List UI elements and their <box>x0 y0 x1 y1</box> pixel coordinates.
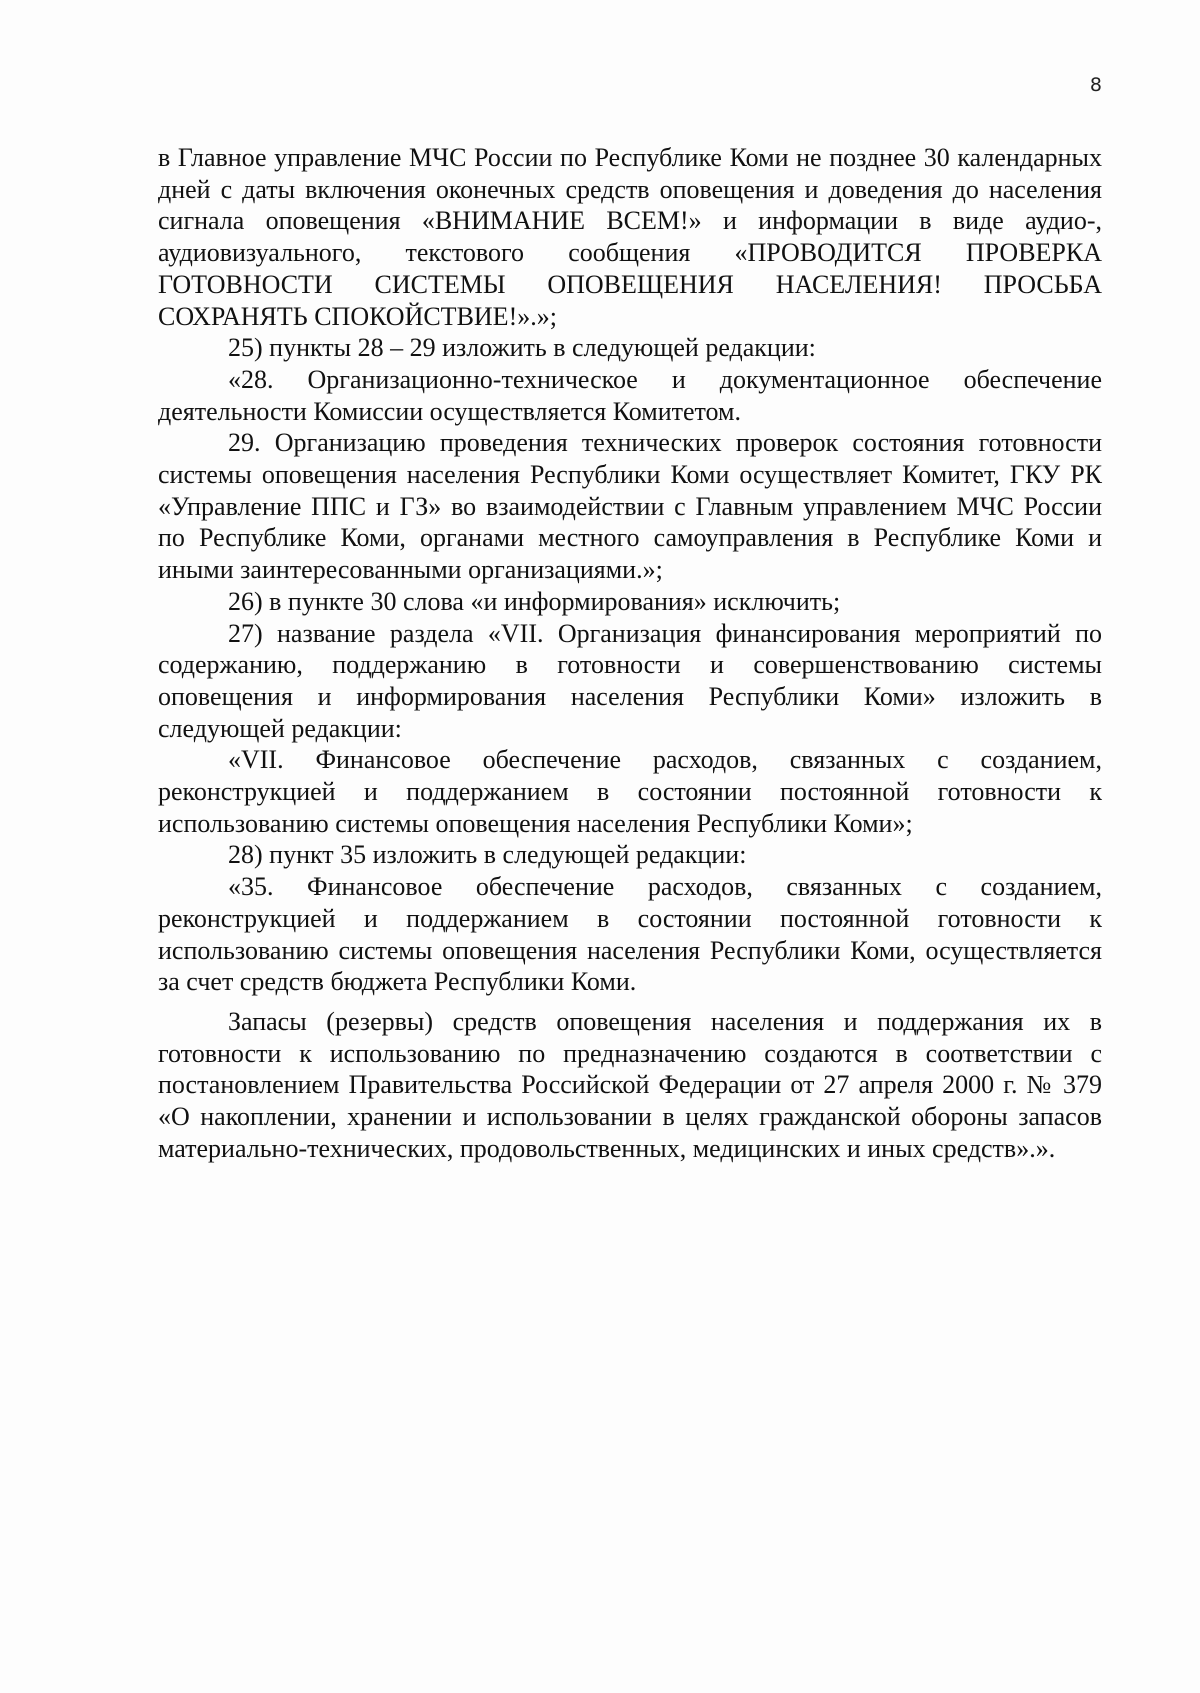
paragraph-continuation: в Главное управление МЧС России по Республике Коми не позднее 30 календарных дней с даты включения оконечных средств оповещения и доведения до населения сигнала оповещения «ВНИМАНИЕ ВСЕМ!» и информации в виде аудио-, аудиовизуального, текстового сообщения «ПРОВОДИТСЯ ПРОВЕРКА ГОТОВНОСТИ СИСТЕМЫ ОПОВЕЩЕНИЯ НАСЕЛЕНИЯ! ПРОСЬБА СОХРАНЯТЬ СПОКОЙСТВИЕ!».»; <box>158 143 1102 331</box>
paragraph-item-26: 26) в пункте 30 слова «и информирования» исключить; <box>228 586 841 616</box>
paragraph-clause-35: «35. Финансовое обеспечение расходов, связанных с созданием, реконструкцией и поддержанием в состоянии постоянной готовности к использованию системы оповещения населения Республики Коми, осуществляется за счет средств бюджета Республики Коми. <box>158 872 1102 997</box>
paragraph-clause-28: «28. Организационно-техническое и документационное обеспечение деятельности Комиссии осуществляется Комитетом. <box>158 364 1102 426</box>
paragraph-reserves: Запасы (резервы) средств оповещения населения и поддержания их в готовности к использованию по предназначению создаются в соответствии с постановлением Правительства Российской Федерации от 27 апреля 2000 г. № 379 «О накоплении, хранении и использовании в целях гражданской обороны запасов материально-технических, продовольственных, медицинских и иных средств».». <box>158 1006 1102 1163</box>
document-body <box>158 142 1102 1165</box>
paragraph-item-27: 27) название раздела «VII. Организация финансирования мероприятий по содержанию, поддержанию в готовности и совершенствованию системы оповещения и информирования населения Республики Коми» изложить в следующей редакции: <box>158 618 1102 743</box>
paragraph-item-28: 28) пункт 35 изложить в следующей редакции: <box>228 840 747 870</box>
paragraph-clause-29: 29. Организацию проведения технических проверок состояния готовности системы оповещения населения Республики Коми осуществляет Комитет, ГКУ РК «Управление ППС и ГЗ» во взаимодействии с Главным управлением МЧС России по Республике Коми, органами местного самоуправления в Республике Коми и иными заинтересованными организациями.»; <box>158 428 1102 585</box>
paragraph-section-vii-title: «VII. Финансовое обеспечение расходов, связанных с созданием, реконструкцией и поддержанием в состоянии постоянной готовности к использованию системы оповещения населения Республики Коми»; <box>158 745 1102 838</box>
page-number: 8 <box>1089 74 1102 96</box>
paragraph-item-25: 25) пункты 28 – 29 изложить в следующей редакции: <box>228 333 816 363</box>
